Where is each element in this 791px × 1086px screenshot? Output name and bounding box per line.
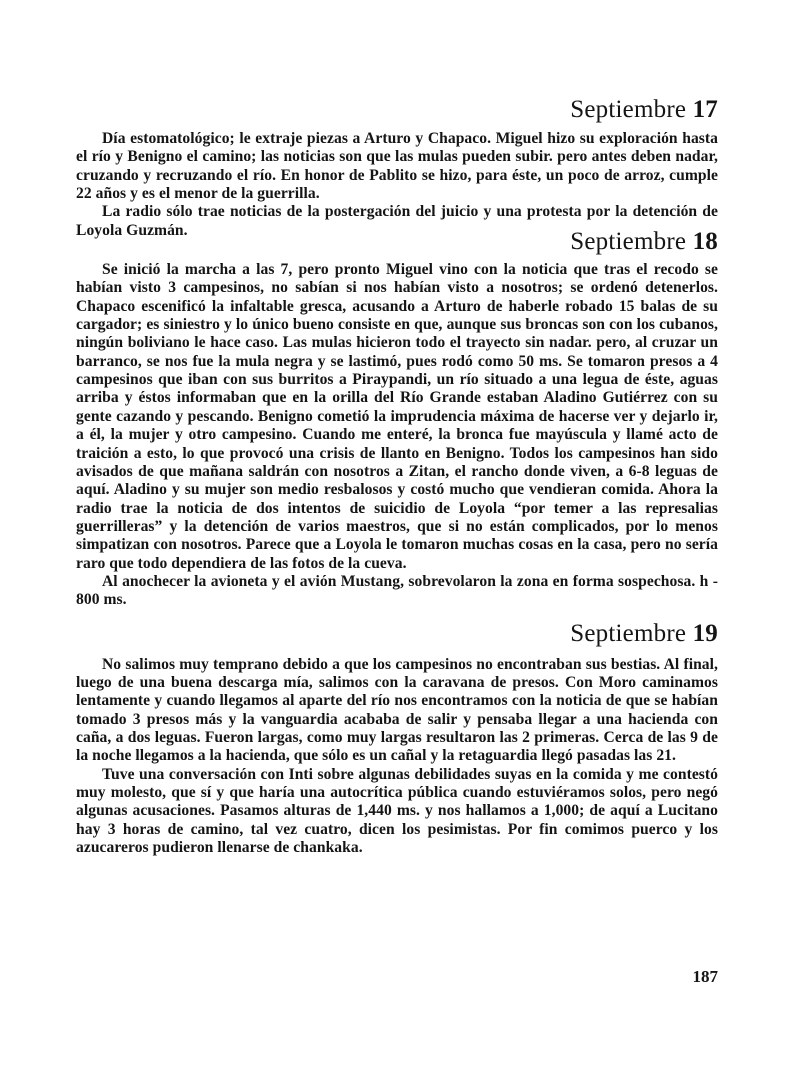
entry-paragraph: La radio sólo trae noticias de la postergación del juicio y una protesta por la detención de Loyola Guzmán. xyxy=(76,203,718,239)
entry-paragraph: No salimos muy temprano debido a que los campesinos no encontraban sus bestias. Al final, luego de una buena descarga mía, salimos con la caravana de presos. Con Moro caminamos lentamente y cuando llegamos al aparte del río nos encontramos con la noticia de que se habían tomado 3 presos más y la vanguardia acababa de salir y pensaba llegar a una hacienda con caña, a dos leguas. Fueron largas, como muy largas resultaron las 2 primeras. Cerca de las 9 de la noche llegamos a la hacienda, que sólo es un cañal y la retaguardia llegó pasadas las 21. xyxy=(76,655,718,765)
heading-month: Septiembre xyxy=(570,619,687,647)
entry-paragraph: Al anochecer la avioneta y el avión Mustang, sobrevolaron la zona en forma sospechosa. h - 800 ms. xyxy=(76,572,718,609)
heading-day: 17 xyxy=(692,96,718,123)
entry-paragraph: Tuve una conversación con Inti sobre algunas debilidades suyas en la comida y me contestó muy molesto, que sí y que haría una autocrítica pública cuando estuviéramos solos, pero negó algunas acusaciones. Pasamos alturas de 1,440 ms. y nos hallamos a 1,000; de aquí a Lucitano hay 3 horas de camino, tal vez cuatro, dicen los pesimistas. Por fin comimos puerco y los azucareros pudieron llenarse de chankaka. xyxy=(76,765,718,857)
entry-paragraph: Se inició la marcha a las 7, pero pronto Miguel vino con la noticia que tras el recodo se habían visto 3 campesinos, no sabían si nos habían visto a nosotros; se ordenó detenerlos. Chapaco escenificó la infaltable gresca, acusando a Arturo de haberle robado 15 balas de su cargador; es siniestro y lo único bueno consiste en que, aunque sus broncas son con los cubanos, ningún boliviano le hace caso. Las mulas hicieron todo el trayecto sin nadar. pero, al cruzar un barranco, se nos fue la mula negra y se lastimó, pues rodó como 50 ms. Se tomaron presos a 4 campesinos que iban con sus burritos a Piraypandi, un río situado a una legua de éste, aguas arriba y éstos informaban que en la orilla del Río Grande estaban Aladino Gutiérrez con su gente cazando y pescando. Benigno cometió la imprudencia máxima de hacerse ver y dejarlo ir, a él, la mujer y otro campesino. Cuando me enteré, la bronca fue mayúscula y llamé acto de traición a esto, lo que provocó una crisis de llanto en Benigno. Todos los campesinos han sido avisados de que mañana saldrán con nosotros a Zitan, el rancho donde viven, a 6-8 leguas de aquí. Aladino y su mujer son medio resbalosos y costó mucho que vendieran comida. Ahora la radio trae la noticia de dos intentos de suicidio de Loyola “por temer a las represalias guerrilleras” y la detención de varios maestros, que si no están complicados, por lo menos simpatizan con nosotros. Parece que a Loyola le tomaron muchas cosas en la casa, pero no sería raro que todo dependiera de las fotos de la cueva. xyxy=(76,261,718,572)
entry-paragraph: Día estomatológico; le extraje piezas a Arturo y Chapaco. Miguel hizo su exploración hasta el río y Benigno el camino; las noticias son que las mulas pueden subir. pero antes deben nadar, cruzando y recruzando el río. En honor de Pablito se hizo, para éste, un poco de arroz, cumple 22 años y es el menor de la guerrilla. xyxy=(76,130,718,203)
heading-day: 18 xyxy=(692,228,718,256)
heading-month: Septiembre xyxy=(570,228,687,256)
page-number: 187 xyxy=(692,967,718,986)
entry-heading-september-17 xyxy=(76,94,718,126)
heading-month: Septiembre xyxy=(570,96,687,123)
heading-day: 19 xyxy=(692,619,718,647)
diary-page xyxy=(76,94,718,857)
entry-heading-september-19 xyxy=(76,618,718,650)
